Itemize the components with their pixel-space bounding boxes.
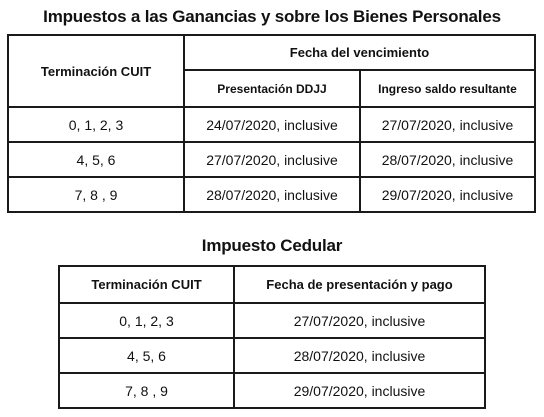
cell-ingreso: 29/07/2020, inclusive	[360, 177, 535, 212]
cell-cuit: 7, 8 , 9	[59, 373, 234, 408]
ganancias-schedule-table	[7, 34, 536, 213]
cell-presentacion: 28/07/2020, inclusive	[184, 177, 360, 212]
table-row	[59, 338, 485, 373]
table-row	[8, 142, 535, 177]
cell-cuit: 4, 5, 6	[59, 338, 234, 373]
table-row	[8, 107, 535, 142]
table-header-row	[59, 266, 485, 303]
header-ingreso-saldo: Ingreso saldo resultante	[360, 70, 535, 107]
cell-cuit: 0, 1, 2, 3	[8, 107, 184, 142]
header-terminacion-cuit: Terminación CUIT	[8, 35, 184, 107]
cell-cuit: 7, 8 , 9	[8, 177, 184, 212]
cell-ingreso: 27/07/2020, inclusive	[360, 107, 535, 142]
cell-ingreso: 28/07/2020, inclusive	[360, 142, 535, 177]
cell-fecha: 29/07/2020, inclusive	[234, 373, 485, 408]
header-fecha-vencimiento: Fecha del vencimiento	[184, 35, 535, 70]
header-presentacion-ddjj: Presentación DDJJ	[184, 70, 360, 107]
cedular-schedule-table	[58, 265, 486, 409]
cell-presentacion: 27/07/2020, inclusive	[184, 142, 360, 177]
cell-fecha: 28/07/2020, inclusive	[234, 338, 485, 373]
table-header-row	[8, 35, 535, 70]
table-row	[59, 303, 485, 338]
cell-cuit: 0, 1, 2, 3	[59, 303, 234, 338]
cedular-title: Impuesto Cedular	[201, 236, 343, 255]
header-terminacion-cuit: Terminación CUIT	[59, 266, 234, 303]
cell-presentacion: 24/07/2020, inclusive	[184, 107, 360, 142]
table-row	[59, 373, 485, 408]
cell-cuit: 4, 5, 6	[8, 142, 184, 177]
ganancias-title: Impuestos a las Ganancias y sobre los Bienes Personales	[43, 7, 501, 26]
table-row	[8, 177, 535, 212]
cell-fecha: 27/07/2020, inclusive	[234, 303, 485, 338]
header-fecha-presentacion-pago: Fecha de presentación y pago	[234, 266, 485, 303]
